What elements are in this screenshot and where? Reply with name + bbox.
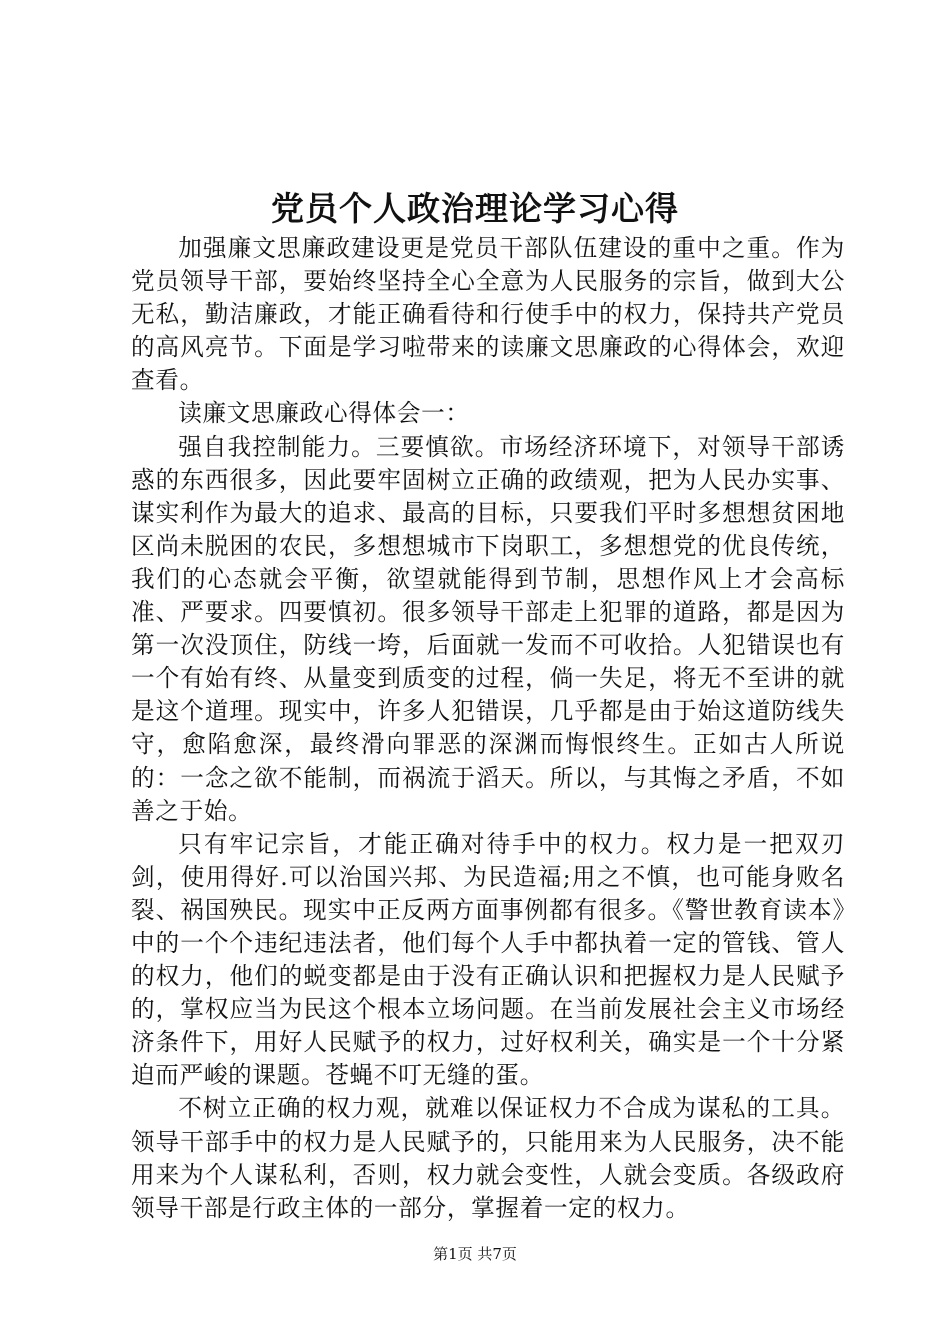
document-body xyxy=(131,232,845,1225)
document-title: 党员个人政治理论学习心得 xyxy=(271,189,679,228)
page-number-footer: 第1页 共7页 xyxy=(433,1245,517,1263)
paragraph-self-control: 强自我控制能力。三要慎欲。市场经济环境下，对领导干部诱惑的东西很多，因此要牢固树立正确的政绩观，把为人民办实事、谋实利作为最大的追求、最高的目标，只要我们平时多想想贫困地区尚未脱困的农民，多想想城市下岗职工，多想想党的优良传统，我们的心态就会平衡，欲望就能得到节制，思想作风上才会高标准、严要求。四要慎初。很多领导干部走上犯罪的道路，都是因为第一次没顶住，防线一垮，后面就一发而不可收拾。人犯错误也有一个有始有终、从量变到质变的过程，倘一失足，将无不至讲的就是这个道理。现实中，许多人犯错误，几乎都是由于始这道防线失守，愈陷愈深，最终滑向罪恶的深渊而悔恨终生。正如古人所说的：一念之欲不能制，而祸流于滔天。所以，与其悔之矛盾，不如善之于始。 xyxy=(131,432,845,825)
paragraph-power-purpose: 只有牢记宗旨，才能正确对待手中的权力。权力是一把双刃剑，使用得好.可以治国兴邦、为民造福;用之不慎，也可能身败名裂、祸国殃民。现实中正反两方面事例都有很多。《警世教育读本》中的一个个违纪违法者，他们每个人手中都执着一定的管钱、管人的权力，他们的蜕变都是由于没有正确认识和把握权力是人民赋予的，掌权应当为民这个根本立场问题。在当前发展社会主义市场经济条件下，用好人民赋予的权力，过好权利关，确实是一个十分紧迫而严峻的课题。苍蝇不叮无缝的蛋。 xyxy=(131,829,845,1090)
paragraph-power-view: 不树立正确的权力观，就难以保证权力不合成为谋私的工具。领导干部手中的权力是人民赋予的，只能用来为人民服务，决不能用来为个人谋私利，否则，权力就会变性，人就会变质。各级政府领导干部是行政主体的一部分，掌握着一定的权力。 xyxy=(131,1094,845,1222)
paragraph-subheading: 读廉文思廉政心得体会一： xyxy=(178,399,470,428)
paragraph-intro: 加强廉文思廉政建设更是党员干部队伍建设的重中之重。作为党员领导干部，要始终坚持全心全意为人民服务的宗旨，做到大公无私，勤洁廉政，才能正确看待和行使手中的权力，保持共产党员的高风亮节。下面是学习啦带来的读廉文思廉政的心得体会，欢迎查看。 xyxy=(131,234,845,395)
